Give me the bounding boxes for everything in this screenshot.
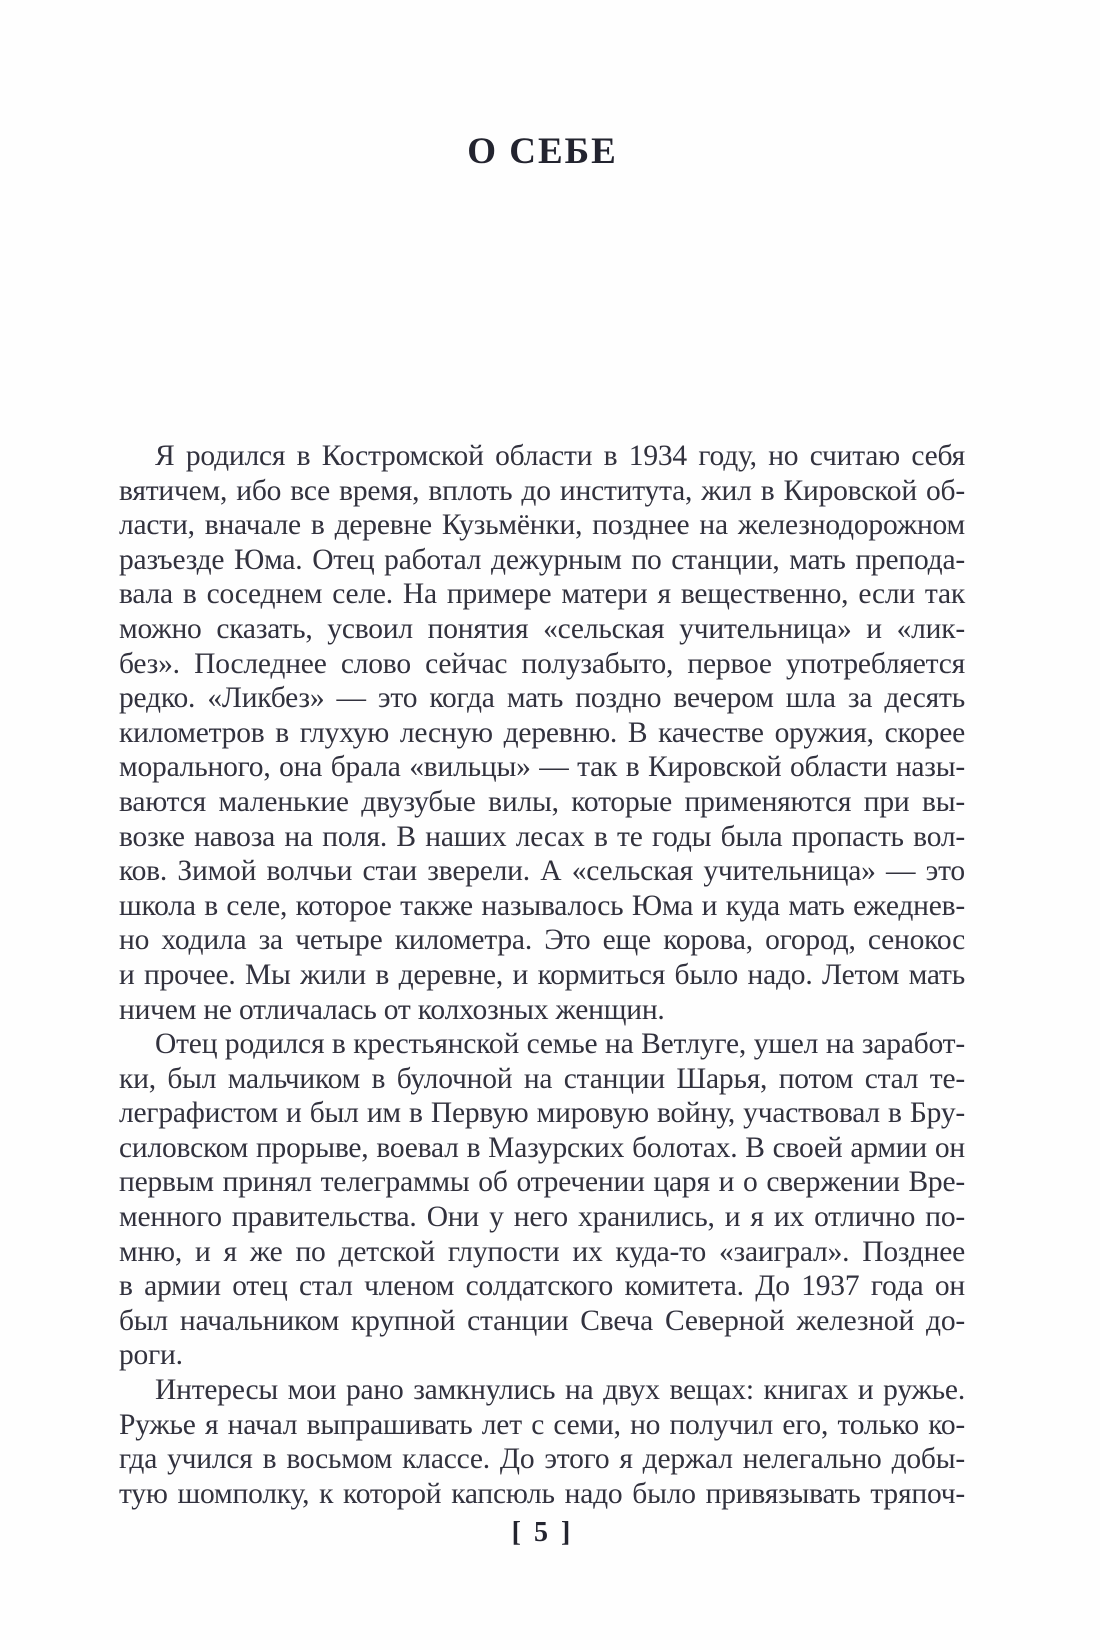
text-line: возке навоза на поля. В наших лесах в те годы была пропасть вол- xyxy=(119,820,965,853)
text-line: Ружье я начал выпрашивать лет с семи, но получил его, только ко- xyxy=(119,1408,965,1441)
text-line: ваются маленькие двузубые вилы, которые применяются при вы- xyxy=(119,785,965,818)
page-number: [ 5 ] xyxy=(511,1517,574,1548)
text-line: тую шомполку, к которой капсюль надо было привязывать тряпоч- xyxy=(119,1477,965,1510)
text-line: был начальником крупной станции Свеча Северной железной до- xyxy=(119,1304,965,1337)
text-line: разъезде Юма. Отец работал дежурным по станции, мать препода- xyxy=(119,543,965,576)
paragraph xyxy=(119,439,965,1027)
text-line: можно сказать, усвоил понятия «сельская учительница» и «лик- xyxy=(119,612,965,645)
text-line: мню, и я же по детской глупости их куда-то «заиграл». Позднее xyxy=(119,1235,965,1268)
text-line: Отец родился в крестьянской семье на Ветлуге, ушел на заработ- xyxy=(155,1028,965,1061)
text-line: Интересы мои рано замкнулись на двух вещах: книгах и ружье. xyxy=(155,1374,965,1407)
text-line: леграфистом и был им в Первую мировую войну, участвовал в Бру- xyxy=(119,1097,965,1130)
text-line: ков. Зимой волчьи стаи зверели. А «сельская учительница» — это xyxy=(119,855,965,888)
text-line: ласти, вначале в деревне Кузьмёнки, позднее на железнодорожном xyxy=(119,509,965,542)
paragraph xyxy=(119,1373,965,1511)
chapter-title: О СЕБЕ xyxy=(467,131,618,172)
text-line: менного правительства. Они у него хранились, и я их отлично по- xyxy=(119,1201,965,1234)
text-line: редко. «Ликбез» — это когда мать поздно вечером шла за десять xyxy=(119,682,965,715)
paragraph xyxy=(119,1027,965,1373)
text-line: километров в глухую лесную деревню. В качестве оружия, скорее xyxy=(119,716,965,749)
text-line: гда учился в восьмом классе. До этого я держал нелегально добы- xyxy=(119,1443,965,1476)
text-line: ки, был мальчиком в булочной на станции Шарья, потом стал те- xyxy=(119,1062,965,1095)
text-line: силовском прорыве, воевал в Мазурских болотах. В своей армии он xyxy=(119,1131,965,1164)
body-text-column xyxy=(119,439,965,1511)
text-line: но ходила за четыре километра. Это еще корова, огород, сенокос xyxy=(119,924,965,957)
text-line: в армии отец стал членом солдатского комитета. До 1937 года он xyxy=(119,1270,965,1303)
text-line: роги. xyxy=(119,1339,183,1372)
text-line: первым принял телеграммы об отречении царя и о свержении Вре- xyxy=(119,1166,965,1199)
text-line: ничем не отличалась от колхозных женщин. xyxy=(119,993,665,1026)
text-line: вятичем, ибо все время, вплоть до института, жил в Кировской об- xyxy=(119,474,965,507)
text-line: вала в соседнем селе. На примере матери я вещественно, если так xyxy=(119,578,965,611)
text-line: Я родился в Костромской области в 1934 году, но считаю себя xyxy=(155,440,965,472)
text-line: и прочее. Мы жили в деревне, и кормиться было надо. Летом мать xyxy=(119,958,965,991)
text-line: морального, она брала «вильцы» — так в Кировской области назы- xyxy=(119,751,965,784)
text-line: школа в селе, которое также называлось Юма и куда мать ежеднев- xyxy=(119,889,965,922)
text-line: без». Последнее слово сейчас полузабыто, первое употребляется xyxy=(119,647,965,680)
